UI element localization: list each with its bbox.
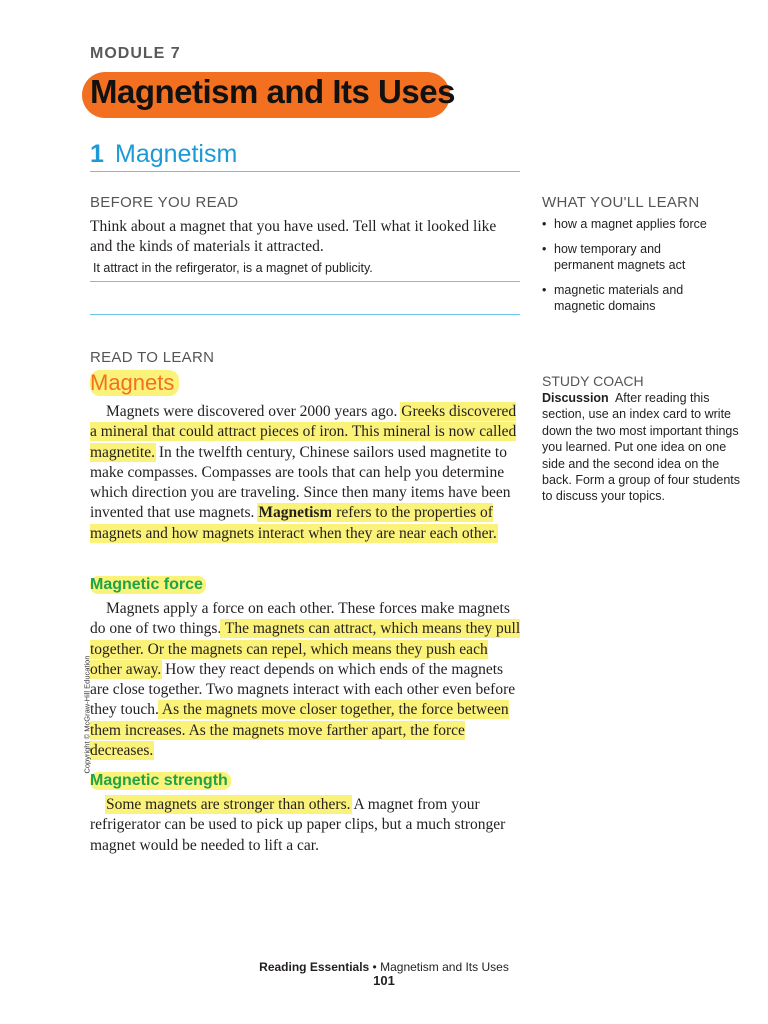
page-number: 101 — [373, 973, 395, 988]
module-label: MODULE 7 — [90, 45, 181, 62]
magnets-heading: Magnets — [90, 370, 179, 396]
magnetic-strength-heading: Magnetic strength — [90, 772, 231, 790]
magnets-paragraph — [90, 402, 522, 544]
prompt-line: and the kinds of materials it attracted. — [90, 238, 324, 256]
copyright-notice: Copyright © McGraw-Hill Education — [82, 655, 92, 774]
highlighted-text: refers to the properties of magnets and how magnets interact when they are near each other. — [90, 504, 497, 542]
lesson-title: Magnetism — [115, 140, 238, 168]
magnetic-force-paragraph — [90, 599, 522, 761]
footer-book-title: Reading Essentials — [259, 960, 370, 974]
student-answer[interactable]: It attract in the refirgerator, is a magnet of publicity. — [93, 261, 373, 275]
learning-objective — [542, 216, 742, 233]
study-coach-text: After reading this section, use an index card to write down the two most important things you learned. Put one idea on one side and the second idea on the back. Form a group of four students to discuss your topics. — [542, 391, 741, 504]
highlighted-text: Greeks discovered a mineral that could attract pieces of iron. This mineral is now called magnetite. — [90, 403, 517, 461]
study-coach-label: Discussion — [542, 391, 609, 405]
study-coach-heading: STUDY COACH — [542, 373, 644, 389]
what-youll-learn-heading: WHAT YOU'LL LEARN — [542, 194, 700, 211]
before-you-read-prompt — [90, 217, 530, 258]
learning-objective — [542, 282, 742, 315]
learning-objective — [542, 241, 742, 274]
highlighted-text: Magnetism — [258, 504, 333, 522]
answer-line — [90, 314, 520, 315]
magnetic-strength-paragraph — [90, 795, 522, 856]
study-coach-body — [542, 390, 742, 505]
before-you-read-heading: BEFORE YOU READ — [90, 194, 239, 211]
objective-line: • how temporary and — [554, 241, 662, 256]
body-text: How they react depends on which ends of the magnets are close together. Two magnets interact with each other even before they touch. — [90, 660, 516, 719]
page-title: Magnetism and Its Uses — [90, 73, 455, 110]
objective-line: • magnetic materials and — [554, 282, 684, 297]
body-text: Magnets apply a force on each other. These forces make magnets do one of two things. — [90, 600, 510, 638]
body-text: In the twelfth century, Chinese sailors used magnetite to make compasses. Compasses are tools that can help you determine which direction you are traveling. Since then many items have been invented that use magnets. — [90, 443, 511, 522]
read-to-learn-heading: READ TO LEARN — [90, 349, 215, 366]
body-text: A magnet from your refrigerator can be used to pick up paper clips, but a much stronger magnet would be needed to lift a car. — [90, 796, 506, 854]
lesson-number: 1 — [90, 140, 104, 168]
footer-separator: • — [369, 960, 381, 974]
answer-line — [90, 281, 520, 282]
body-text: Magnets were discovered over 2000 years ago. — [106, 403, 402, 420]
magnets-text — [90, 402, 522, 544]
objective-line: how a magnet applies force — [554, 217, 707, 231]
page-footer — [0, 960, 768, 974]
highlighted-text: Some magnets are stronger than others. — [106, 796, 351, 813]
highlighted-text: The magnets can attract, which means they pull together. Or the magnets can repel, which means they push each other away. — [90, 620, 521, 678]
lesson-divider — [90, 171, 520, 172]
magnetic-strength-text — [90, 795, 522, 856]
footer-chapter: Magnetism and Its Uses — [380, 960, 509, 974]
magnetic-force-heading: Magnetic force — [90, 576, 206, 594]
magnetic-force-text — [90, 599, 522, 761]
objective-line: magnetic domains — [554, 299, 656, 313]
highlighted-text: As the magnets move closer together, the force between them increases. As the magnets move farther apart, the force decreases. — [90, 701, 509, 760]
prompt-line: Think about a magnet that you have used. Tell what it looked like — [90, 218, 497, 235]
objective-line: permanent magnets act — [554, 258, 686, 272]
learning-objectives-list — [542, 216, 742, 323]
